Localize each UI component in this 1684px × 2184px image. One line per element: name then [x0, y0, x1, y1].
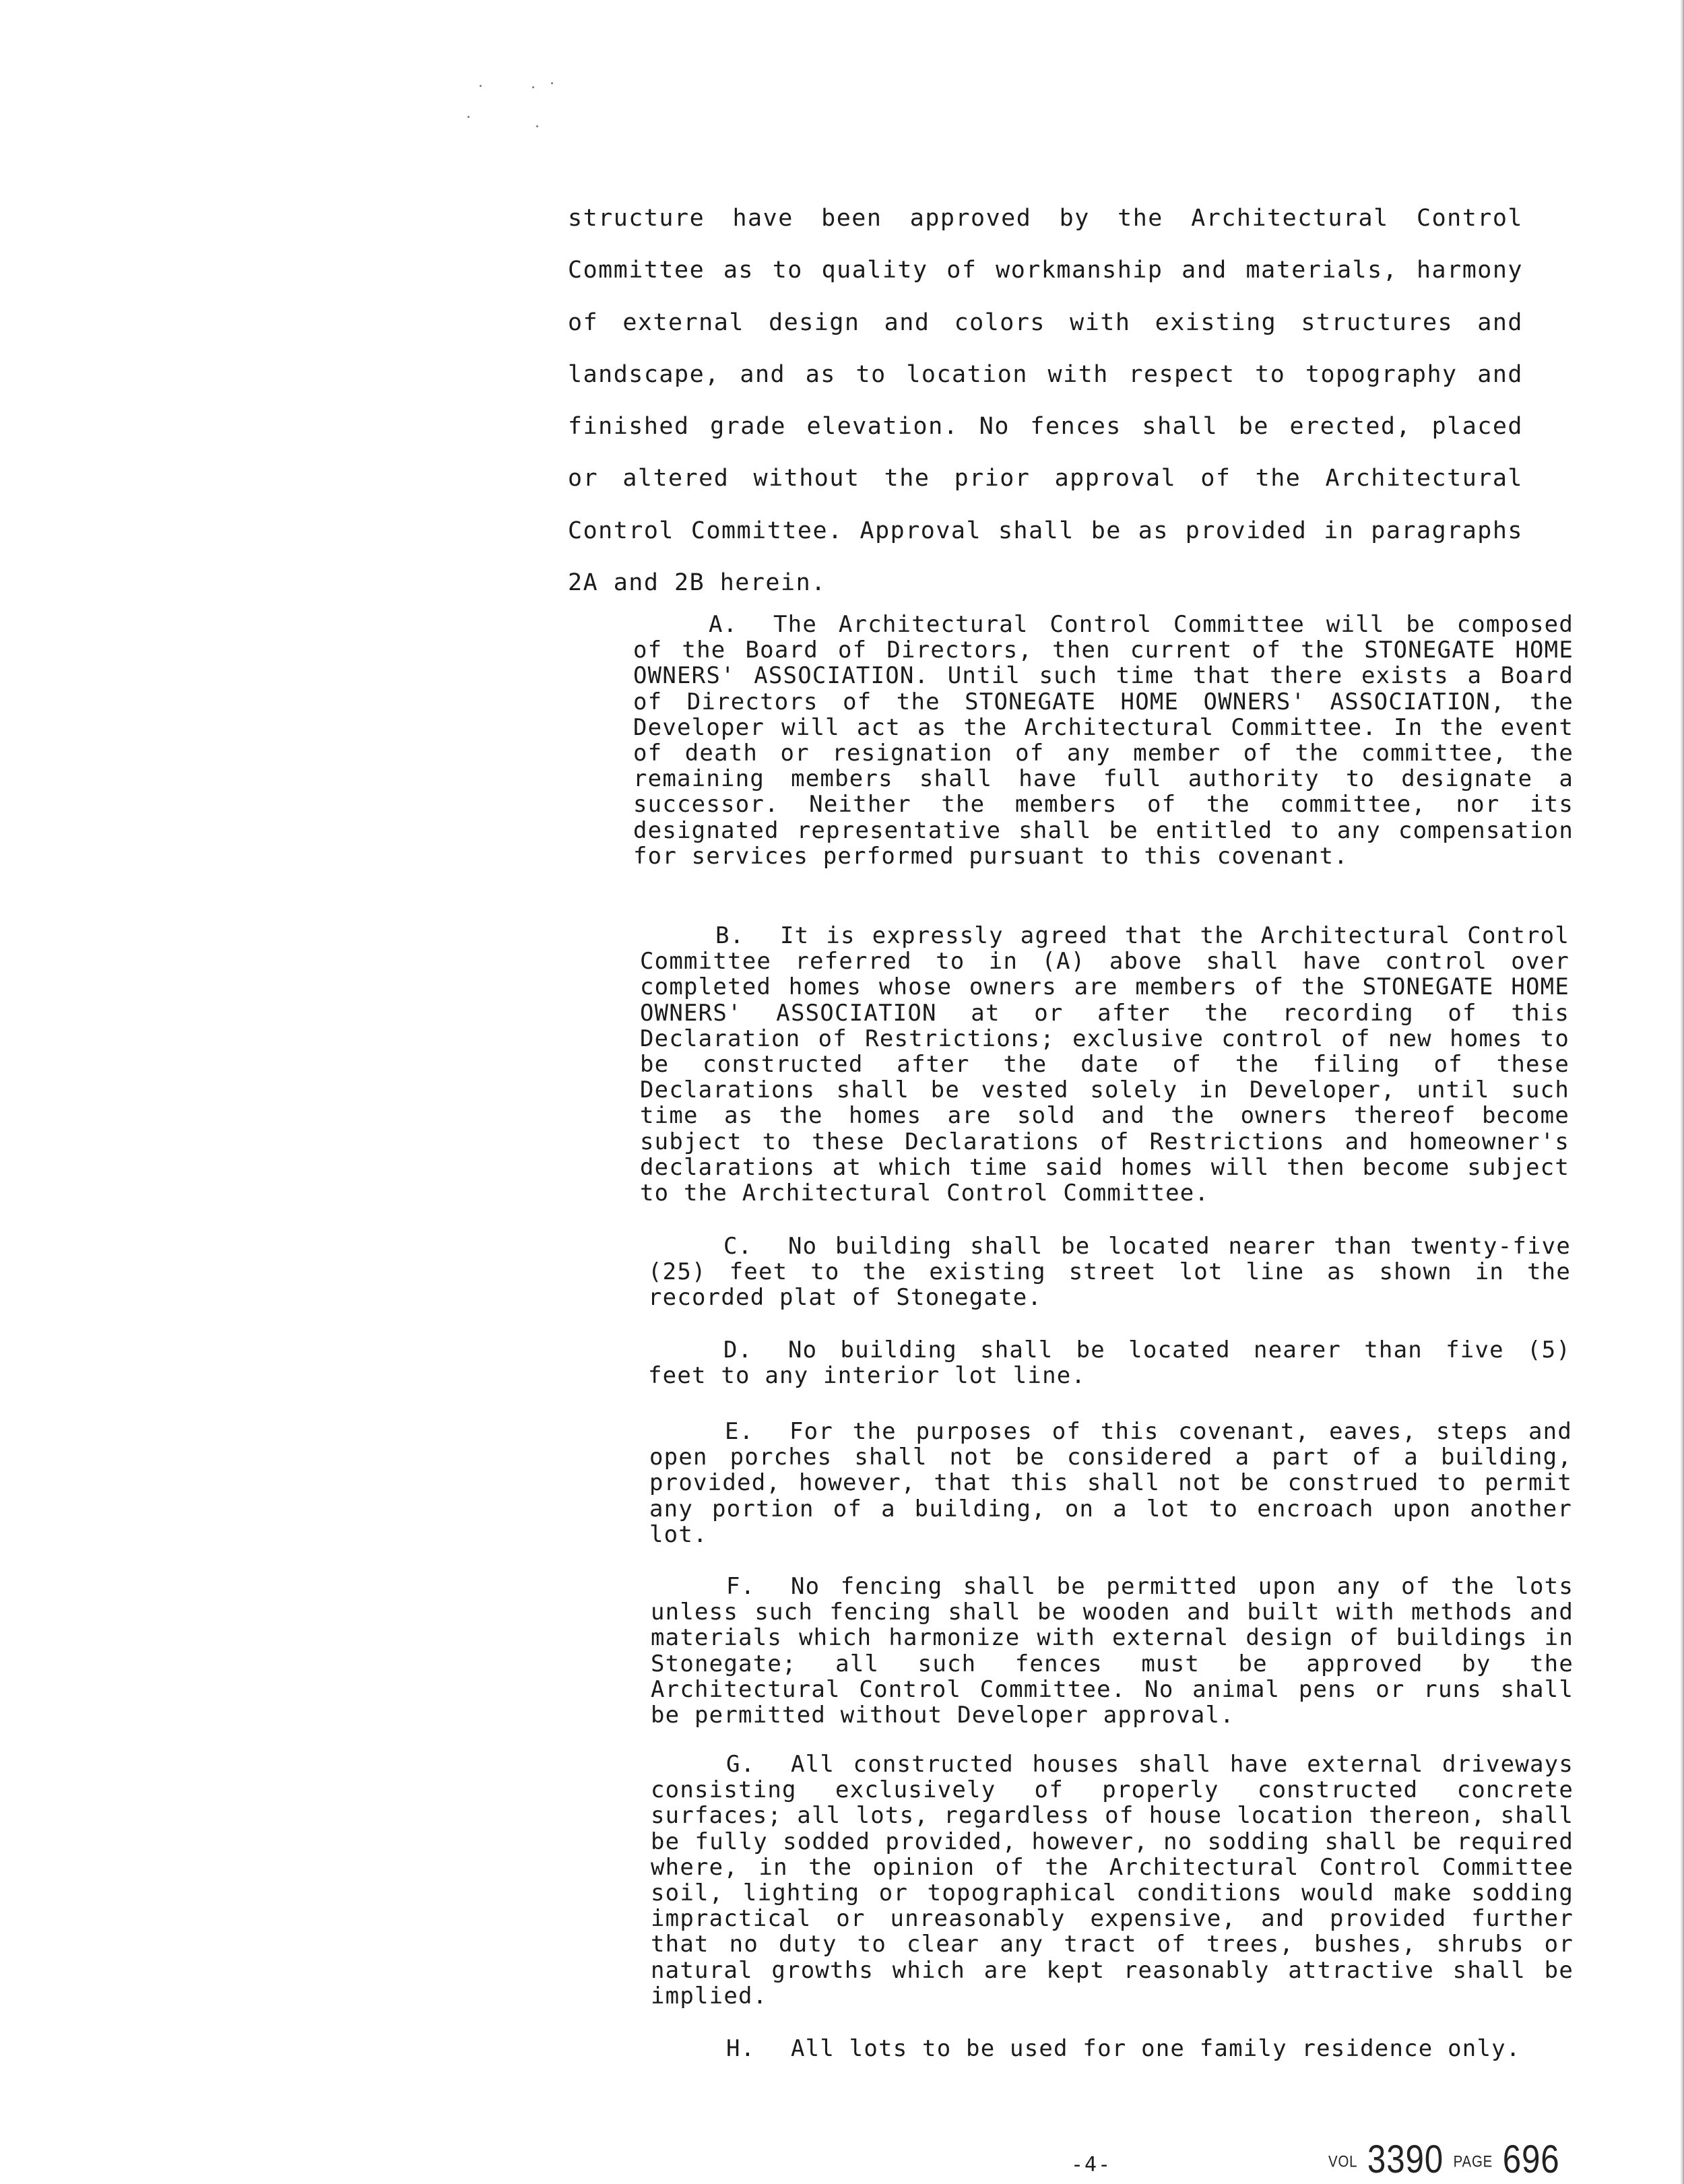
- paragraph-text: All lots to be used for one family residence only.: [791, 2035, 1521, 2062]
- stamp-page-prefix: PAGE: [1453, 2152, 1493, 2171]
- page-number: -4-: [1071, 2153, 1112, 2177]
- scan-speck: [532, 86, 534, 88]
- scan-speck: [551, 82, 553, 84]
- paragraph-label: H.: [726, 2035, 756, 2062]
- stamp-volume: 3390: [1367, 2138, 1444, 2181]
- recording-stamp: [1328, 2137, 1560, 2182]
- scan-speck: [467, 116, 469, 118]
- stamp-page: 696: [1502, 2138, 1560, 2181]
- paragraph-text: The Architectural Control Committee will be composed of the Board of Directors, then current of the STONEGATE HOME OWNERS' ASSOCIATION. Until such time that there exists a Board of Directors of the STONEGATE HOME OWNERS' ASSOCIATION, the Developer will act as the Architectural Committee. In the event of death or resignation of any member of the committee, the remaining members shall have full authority to designate a successor. Neither the members of the committee, nor its designated representative shall be entitled to any compensation for services performed pursuant to this covenant.: [633, 611, 1574, 870]
- paragraph-text: For the purposes of this covenant, eaves, steps and open porches shall not be considered a part of a building, provided, however, that this shall not be construed to permit any portion of a building, on a lot to encroach upon another lot.: [649, 1418, 1572, 1548]
- paragraph-b: [640, 923, 1569, 1206]
- paragraph-label: F.: [726, 1573, 756, 1600]
- paragraph-label: C.: [723, 1233, 753, 1260]
- paragraph-text: No building shall be located nearer than five (5) feet to any interior lot line.: [648, 1337, 1571, 1390]
- stamp-vol-prefix: VOL: [1328, 2152, 1358, 2171]
- paragraph-text: No fencing shall be permitted upon any of the lots unless such fencing shall be wooden and built with methods and materials which harmonize with external design of buildings in Stonegate; all such fences must be approved by the Architectural Control Committee. No animal pens or runs shall be permitted without Developer approval.: [651, 1573, 1574, 1729]
- paragraph-label: G.: [726, 1751, 756, 1778]
- scan-speck: [480, 85, 482, 87]
- paragraph-e: [649, 1419, 1572, 1547]
- paragraph-text: No building shall be located nearer than twenty-five (25) feet to the existing street lot line as shown in the recorded plat of Stonegate.: [648, 1233, 1571, 1312]
- paragraph-f: [651, 1574, 1574, 1728]
- paragraph-label: D.: [723, 1337, 753, 1363]
- paragraph-g: [651, 1752, 1574, 2009]
- paragraph-d: [648, 1337, 1571, 1388]
- scan-speck: [536, 125, 538, 127]
- paragraph-c: [648, 1233, 1571, 1311]
- paragraph-label: E.: [725, 1418, 754, 1445]
- paragraph-label: B.: [715, 922, 745, 949]
- paragraph-h: [651, 2036, 1574, 2061]
- scan-edge: [1680, 0, 1684, 2184]
- paragraph-text: All constructed houses shall have external driveways consisting exclusively of properly constructed concrete surfaces; all lots, regardless of house location thereon, shall be fully sodded provided, however, no sodding shall be required where, in the opinion of the Architectural Control Committee soil, lighting or topographical conditions would make sodding impractical or unreasonably expensive, and provided further that no duty to clear any tract of trees, bushes, shrubs or natural growths which are kept reasonably attractive shall be implied.: [651, 1751, 1574, 2010]
- intro-paragraph: structure have been approved by the Architectural Control Committee as to quality of workmanship and materials, harmony of external design and colors with existing structures and landscape, and as to location with respect to topography and finished grade elevation. No fences shall be erected, placed or altered without the prior approval of the Architectural Control Committee. Approval shall be as provided in paragraphs 2A and 2B herein.: [568, 205, 1523, 597]
- paragraph-a: [633, 612, 1574, 869]
- paragraph-text: It is expressly agreed that the Architectural Control Committee referred to in (A) above shall have control over completed homes whose owners are members of the STONEGATE HOME OWNERS' ASSOCIATION at or after the recording of this Declaration of Restrictions; exclusive control of new homes to be constructed after the date of the filing of these Declarations shall be vested solely in Developer, until such time as the homes are sold and the owners thereof become subject to these Declarations of Restrictions and homeowner's declarations at which time said homes will then become subject to the Architectural Control Committee.: [640, 922, 1569, 1207]
- paragraph-label: A.: [709, 611, 738, 638]
